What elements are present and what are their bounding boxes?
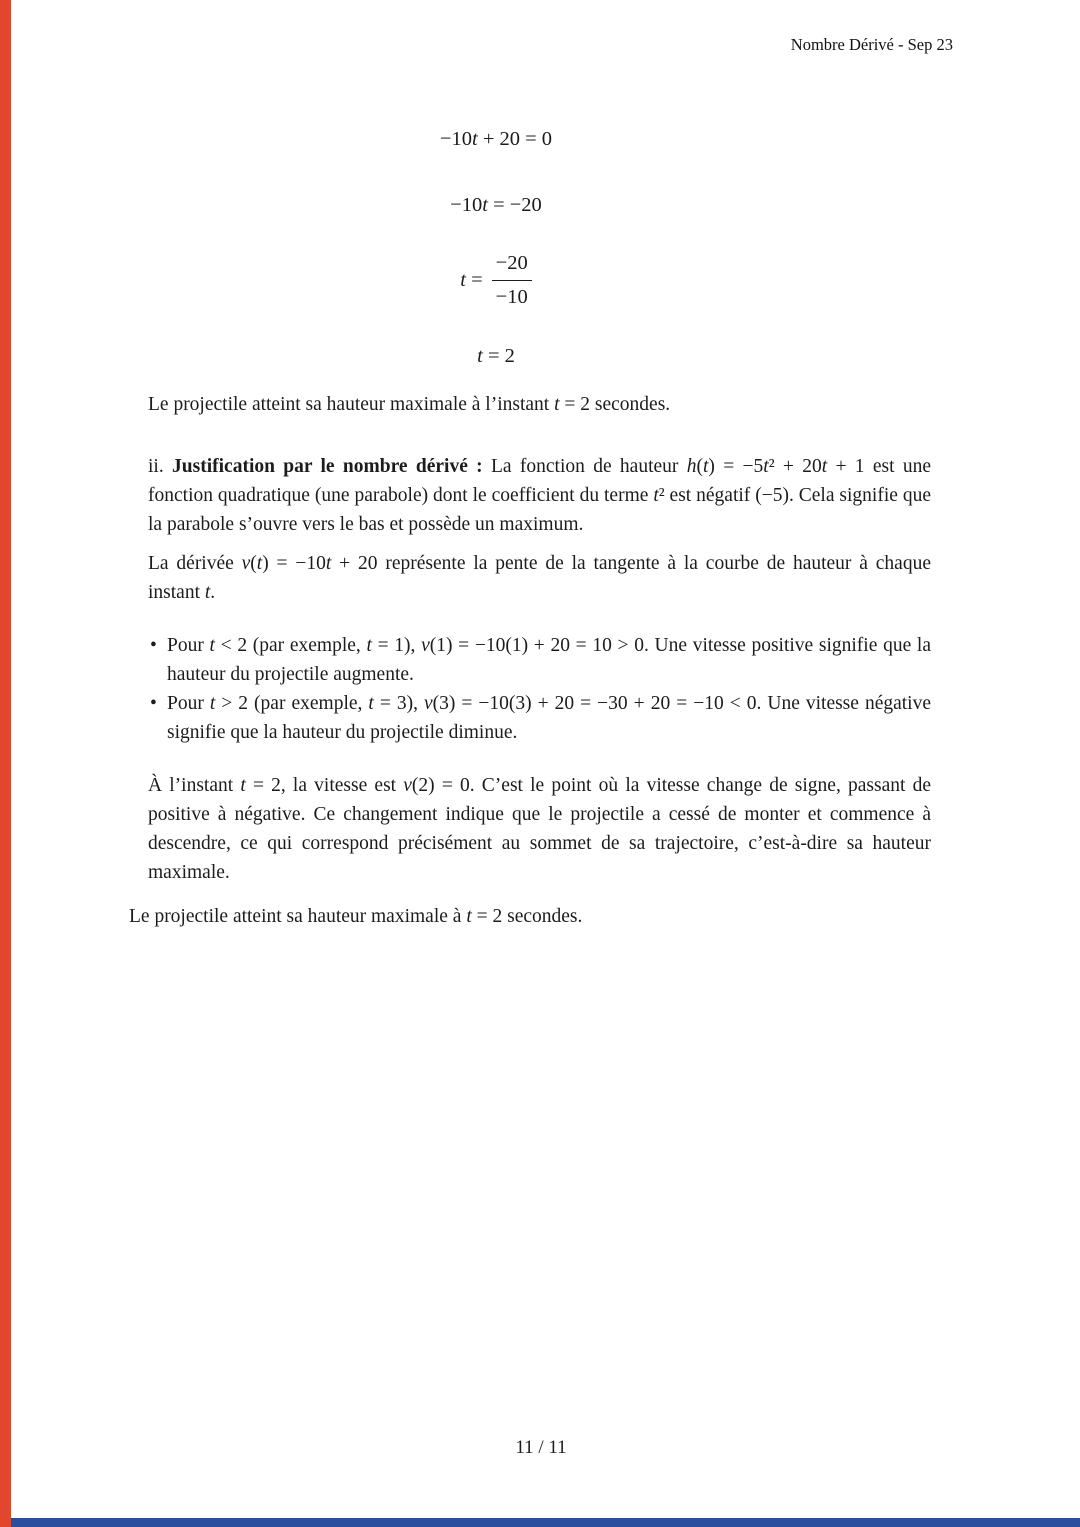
equation-step-3 <box>148 250 844 311</box>
equation-step-3-lhs: t = <box>460 269 483 291</box>
fraction <box>492 250 532 311</box>
equation-step-2: −10t = −20 <box>450 194 542 216</box>
fraction-numerator: −20 <box>492 250 532 281</box>
equation-step-1: −10t + 20 = 0 <box>439 128 553 150</box>
page-left-accent-bar <box>0 0 11 1527</box>
paragraph-justification-derivee: ii. Justification par le nombre dérivé : La fonction de hauteur h(t) = −5t² + 20t + 1 est une fonction quadratique (une parabole) dont le coefficient du terme t² est négatif (−5). Cela signifie que la parabole s’ouvre vers le bas et possède un maximum. <box>148 456 932 535</box>
equation-step-4: t = 2 <box>477 345 515 367</box>
bullet-t-superieur-2: • Pour t > 2 (par exemple, t = 3), v(3) = −10(3) + 20 = −30 + 20 = −10 < 0. Une vitesse négative signifie que la hauteur du projectile diminue. <box>148 689 931 747</box>
page-number-text: 11 / 11 <box>515 1437 567 1458</box>
page-content <box>129 0 953 1527</box>
paragraph-changement-signe: À l’instant t = 2, la vitesse est v(2) = 0. C’est le point où la vitesse change de signe, passant de positive à négative. Ce changement indique que le projectile a cessé de monter et commence à descendre, ce qui correspond précisément au sommet de sa trajectoire, c’est-à-dire sa hauteur maximale. <box>148 775 931 883</box>
equation-block <box>148 126 931 370</box>
paragraph-conclusion-instant: Le projectile atteint sa hauteur maximale à l’instant t = 2 secondes. <box>148 394 671 415</box>
paragraph-definition-derivee: La dérivée v(t) = −10t + 20 représente la pente de la tangente à la courbe de hauteur à chaque instant t. <box>148 553 931 603</box>
vitesse-bullet-list <box>148 631 931 747</box>
fraction-denominator: −10 <box>495 286 528 308</box>
paragraph-conclusion-finale: Le projectile atteint sa hauteur maximale à t = 2 secondes. <box>129 906 583 927</box>
page-number <box>129 1437 953 1459</box>
exercise-body <box>148 126 931 887</box>
header-title: Nombre Dérivé - Sep 23 <box>790 35 953 54</box>
page-header <box>129 0 953 56</box>
bullet-t-inferieur-2: • Pour t < 2 (par exemple, t = 1), v(1) = −10(1) + 20 = 10 > 0. Une vitesse positive signifie que la hauteur du projectile augmente. <box>148 631 931 689</box>
